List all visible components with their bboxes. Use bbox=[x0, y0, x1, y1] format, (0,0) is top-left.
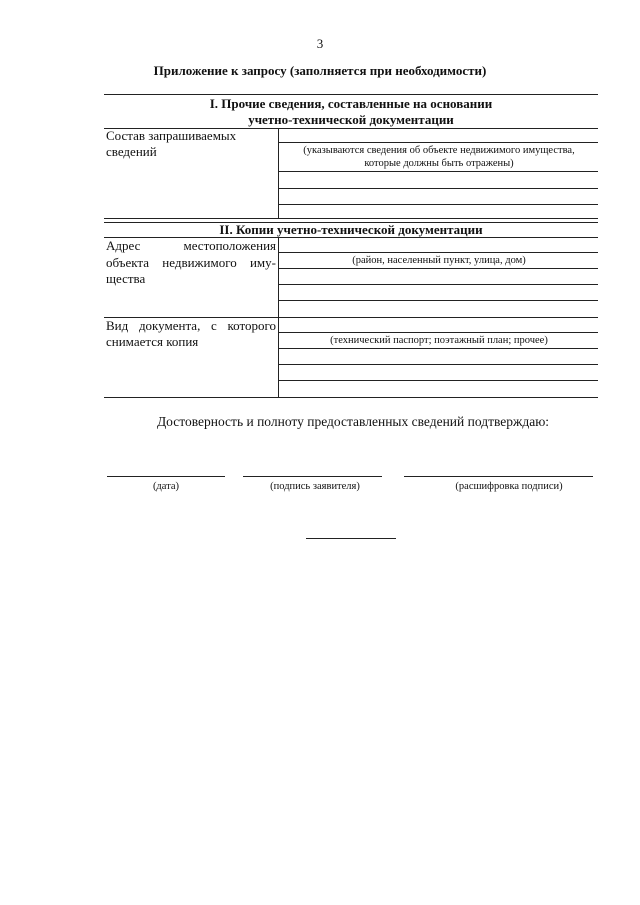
requested-info-entry-line[interactable] bbox=[278, 171, 598, 172]
document-type-entry-line[interactable] bbox=[278, 332, 598, 333]
date-field-line[interactable] bbox=[107, 476, 225, 477]
document-type-entry-line[interactable] bbox=[278, 380, 598, 381]
requested-info-entry-line[interactable] bbox=[278, 142, 598, 143]
decoding-caption: (расшифровка подписи) bbox=[455, 481, 563, 492]
section-1-heading-line-2: учетно-технической документации bbox=[248, 112, 454, 127]
date-caption: (дата) bbox=[152, 481, 180, 492]
address-entry-line[interactable] bbox=[278, 300, 598, 301]
document-type-label-line-1: Вид документа, с которого bbox=[106, 318, 276, 333]
requested-info-label-line-1: Состав запрашиваемых bbox=[106, 128, 237, 143]
address-hint: (район, населенный пункт, улица, дом) bbox=[352, 255, 526, 266]
section-2-heading: II. Копии учетно-технической документации bbox=[219, 222, 483, 237]
table-border-bottom bbox=[104, 397, 598, 398]
page-number: 3 bbox=[316, 36, 324, 51]
document-type-hint: (технический паспорт; поэтажный план; прочее) bbox=[330, 335, 548, 346]
requested-info-entry-line[interactable] bbox=[278, 188, 598, 189]
table-border-bottom bbox=[104, 218, 598, 219]
table-border-top bbox=[104, 94, 598, 95]
decoding-field-line[interactable] bbox=[404, 476, 593, 477]
address-label-line-2: объекта недвижимого иму- bbox=[106, 255, 276, 270]
signature-field-line[interactable] bbox=[243, 476, 382, 477]
confirmation-text: Достоверность и полноту предоставленных сведений подтверждаю: bbox=[156, 414, 550, 429]
page-title: Приложение к запросу (заполняется при необходимости) bbox=[153, 63, 487, 78]
document-type-entry-line[interactable] bbox=[278, 364, 598, 365]
address-entry-line[interactable] bbox=[278, 284, 598, 285]
address-entry-line[interactable] bbox=[278, 268, 598, 269]
signature-caption: (подпись заявителя) bbox=[270, 481, 360, 492]
document-type-entry-line[interactable] bbox=[278, 348, 598, 349]
section-1-heading-line-1: I. Прочие сведения, составленные на основании bbox=[209, 96, 493, 111]
closing-separator-line bbox=[306, 538, 396, 539]
address-label-line-3: щества bbox=[106, 271, 146, 286]
requested-info-hint-line-2: которые должны быть отражены) bbox=[364, 158, 514, 169]
document-type-label-line-2: снимается копия bbox=[106, 334, 199, 349]
requested-info-label-line-2: сведений bbox=[106, 144, 157, 159]
address-entry-line[interactable] bbox=[278, 252, 598, 253]
requested-info-hint-line-1: (указываются сведения об объекте недвижимого имущества, bbox=[303, 145, 575, 156]
requested-info-entry-line[interactable] bbox=[278, 204, 598, 205]
address-label-line-1: Адрес местоположения bbox=[106, 238, 276, 253]
